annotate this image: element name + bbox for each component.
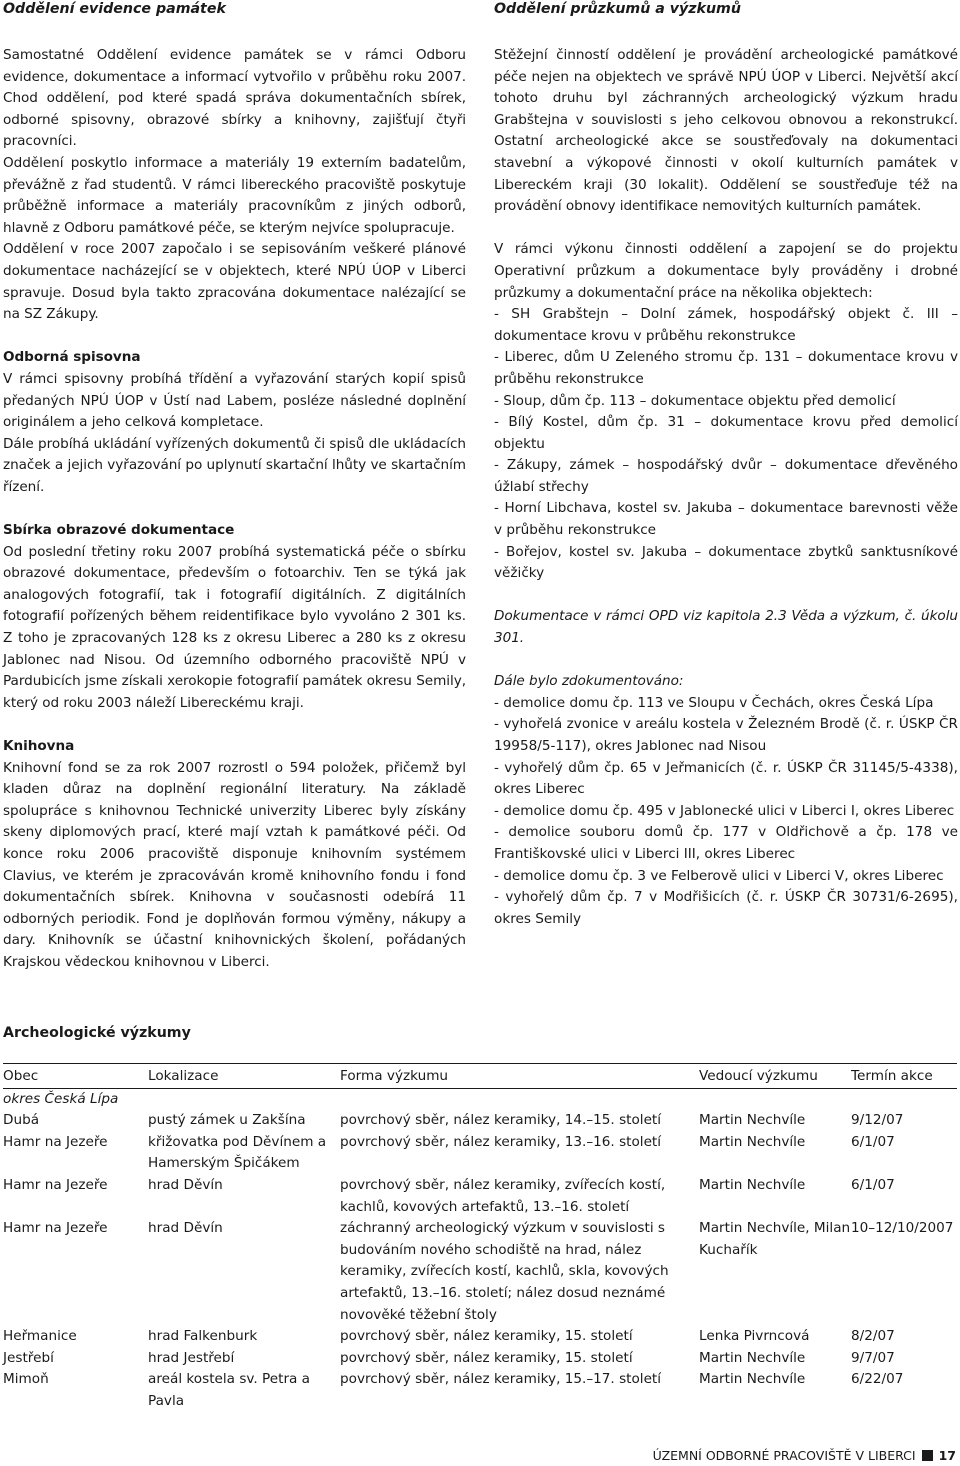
- intro-paragraph: Samostatné Oddělení evidence památek se v rámci Odboru evidence, dokumentace a informací vytvořilo v průběhu roku 2007. Chod oddělení, pod které spadá správa dokumentačních sbírek, odborné spisovny, obrazové sbírky a knihovny, zajišťují čtyři pracovníci.: [3, 47, 466, 150]
- table-row: [3, 1110, 957, 1132]
- cell-obec: Jestřebí: [3, 1349, 54, 1366]
- cell-obec: Heřmanice: [3, 1328, 77, 1345]
- documented-heading: Dále bylo zdokumentováno:: [494, 673, 684, 690]
- table-row: [3, 1326, 957, 1348]
- table-row: [3, 1218, 957, 1326]
- list-item: - Liberec, dům U Zeleného stromu čp. 131 – dokumentace krovu v průběhu rekonstrukce: [494, 349, 958, 387]
- cell-obec: Hamr na Jezeře: [3, 1133, 108, 1150]
- list-item: - SH Grabštejn – Dolní zámek, hospodářský objekt č. III – dokumentace krovu v průběhu rekonstrukce: [494, 306, 958, 344]
- section-title-pruzkumy: Oddělení průzkumů a výzkumů: [494, 1, 741, 17]
- cell-vedouci: Martin Nechvíle: [699, 1133, 806, 1150]
- table-row: [3, 1175, 957, 1218]
- cell-forma: povrchový sběr, nález keramiky, 14.–15. století: [340, 1112, 662, 1129]
- list-item: - demolice domu čp. 495 v Jablonecké ulici v Liberci I, okres Liberec: [494, 802, 955, 819]
- cell-forma: povrchový sběr, nález keramiky, 13.–16. století: [340, 1133, 662, 1150]
- heading-sbirka: Sbírka obrazové dokumentace: [3, 522, 235, 539]
- pruzkumy-paragraph: V rámci výkonu činnosti oddělení a zapojení se do projektu Operativní průzkum a dokumentace byly prováděny i drobné průzkumy a dokumentační práce na několika objektech:: [494, 241, 958, 301]
- documented-list: [494, 693, 958, 931]
- intro-paragraph: Oddělení v roce 2007 započalo i se sepisováním veškeré plánové dokumentace nacházející se v objektech, které NPÚ ÚOP v Liberci spravuje. Dosud byla takto zpracována dokumentace nalézající se na SZ Zákupy.: [3, 241, 466, 323]
- list-item: - Horní Libchava, kostel sv. Jakuba – dokumentace barevnosti věže v průběhu rekonstrukce: [494, 500, 958, 539]
- archeology-title: Archeologické výzkumy: [3, 1025, 191, 1041]
- knihovna-paragraph: Knihovní fond se za rok 2007 rozrostl o 594 položek, přičemž byl kladen důraz na doplnění regionální literatury. Na základě spolupráce s knihovnou Technické univerzity Liberec byly získány skeny diplomových prací, které mají vztah k památkové péči. Od konce roku 2006 pracoviště disponuje knihovním systémem Clavius, ve kterém je zpracováván kromě knihovního fondu i fond dokumentačních sbírek. Knihovna v současnosti odebírá 11 odborných periodik. Fond je doplňován formou výměny, nákupy a dary. Knihovník se účastní knihovnických školení, pořádaných Krajskou vědeckou knihovnou v Liberci.: [3, 759, 466, 970]
- cell-termin: 6/22/07: [851, 1371, 904, 1388]
- column-header: Obec: [3, 1066, 148, 1088]
- list-item: - Bílý Kostel, dům čp. 31 – dokumentace krovu před demolicí objektu: [494, 414, 958, 452]
- cell-obec: Hamr na Jezeře: [3, 1176, 108, 1193]
- cell-forma: záchranný archeologický výzkum v souvislosti s budováním nového schodiště na hrad, nález keramiky, zvířecích kostí, kachlů, skla, kovových artefaktů, 13.–16. století; nález dosud neznámé novověké těžební štoly: [340, 1220, 669, 1323]
- column-header: Vedoucí výzkumu: [699, 1066, 851, 1088]
- list-item: - vyhořelá zvonice v areálu kostela v Železném Brodě (č. r. ÚSKP ČR 19958/5-117), okres Jablonec nad Nisou: [494, 716, 958, 754]
- region-label: okres Česká Lípa: [3, 1090, 119, 1107]
- list-item: - demolice domu čp. 113 ve Sloupu v Čechách, okres Česká Lípa: [494, 694, 934, 711]
- region-row: [3, 1088, 957, 1110]
- cell-vedouci: Martin Nechvíle: [699, 1371, 806, 1388]
- cell-lokalizace: křižovatka pod Děvínem a Hamerským Špičákem: [148, 1133, 327, 1172]
- cell-vedouci: Martin Nechvíle: [699, 1349, 806, 1366]
- cell-termin: 9/12/07: [851, 1112, 904, 1129]
- cell-vedouci: Martin Nechvíle: [699, 1112, 806, 1129]
- cell-lokalizace: hrad Falkenburk: [148, 1328, 258, 1345]
- cell-termin: 10–12/10/2007: [851, 1220, 954, 1237]
- cell-vedouci: Martin Nechvíle: [699, 1176, 806, 1193]
- cell-lokalizace: pustý zámek u Zakšína: [148, 1112, 306, 1129]
- archeology-table: [3, 1066, 957, 1413]
- page-number: 17: [938, 1448, 956, 1463]
- table-row: [3, 1369, 957, 1412]
- right-column: [494, 0, 958, 930]
- table-row: [3, 1132, 957, 1175]
- survey-list: [494, 304, 958, 585]
- square-icon: [922, 1450, 933, 1461]
- spisovna-paragraph: V rámci spisovny probíhá třídění a vyřazování starých kopií spisů předaných NPÚ ÚOP v Ústí nad Labem, posléze následné doplnění originálem a jeho celková kompletace.: [3, 370, 466, 431]
- list-item: - Sloup, dům čp. 113 – dokumentace objektu před demolicí: [494, 392, 896, 409]
- cell-obec: Hamr na Jezeře: [3, 1220, 108, 1237]
- cell-obec: Dubá: [3, 1112, 40, 1129]
- heading-spisovna: Odborná spisovna: [3, 349, 141, 366]
- table-header-row: [3, 1066, 957, 1088]
- footer-label: ÚZEMNÍ ODBORNÉ PRACOVIŠTĚ V LIBERCI: [652, 1448, 916, 1463]
- cell-forma: povrchový sběr, nález keramiky, 15.–17. století: [340, 1371, 662, 1388]
- heading-knihovna: Knihovna: [3, 738, 75, 754]
- cell-obec: Mimoň: [3, 1371, 49, 1388]
- cell-vedouci: Lenka Pivrncová: [699, 1328, 810, 1345]
- column-header: Termín akce: [851, 1066, 957, 1088]
- pruzkumy-paragraph: Stěžejní činností oddělení je provádění archeologické památkové péče nejen na objektech ve správě NPÚ ÚOP v Liberci. Největší akcí tohoto druhu byl záchranných archeologický výzkum hradu Grabštejna v souvislosti s jeho celkovou obnovou a rekonstrukcí. Ostatní archeologické akce se soustřeďovaly na dokumentaci stavební a výkopové činnosti v okolí kulturních památek v Libereckém kraji (30 lokalit). Oddělení se soustřeďuje též na provádění obnovy identifikace nemovitých kulturních památek.: [494, 47, 958, 215]
- intro-paragraph: Oddělení poskytlo informace a materiály 19 externím badatelům, převážně z řad studentů. V rámci libereckého pracoviště poskytuje průběžně informace a materiály pracovníkům z jiných odborů, hlavně z Odboru památkové péče, se kterým nejvíce spolupracuje.: [3, 154, 466, 236]
- list-item: - demolice domu čp. 3 ve Felberově ulici v Liberci V, okres Liberec: [494, 867, 944, 884]
- cell-forma: povrchový sběr, nález keramiky, 15. století: [340, 1349, 633, 1366]
- cell-lokalizace: hrad Jestřebí: [148, 1349, 235, 1366]
- cell-forma: povrchový sběr, nález keramiky, 15. století: [340, 1328, 633, 1345]
- list-item: - Bořejov, kostel sv. Jakuba – dokumentace zbytků sanktusníkové věžičky: [494, 543, 958, 582]
- page-footer: [653, 1448, 956, 1464]
- sbirka-paragraph: Od poslední třetiny roku 2007 probíhá systematická péče o sbírku obrazové dokumentace, především o fotoarchiv. Ten se týká jak analogových fotografií, tak i fotografií digitálních. Z digitálních fotografií pořízených během reidentifikace bylo vyvoláno 2 301 ks. Z toho je zpracovaných 128 ks z okresu Liberec a 280 ks z okresu Jablonec nad Nisou. Od územního odborného pracoviště NPÚ v Pardubicích jsme získali xerokopie fotografií památek okresu Semily, který od roku 2003 náleží Libereckému kraji.: [3, 543, 466, 711]
- table-top-rule: [3, 1063, 957, 1064]
- list-item: - demolice souboru domů čp. 177 v Oldřichově a čp. 178 ve Františkovské ulici v Liberci III, okres Liberec: [494, 824, 958, 862]
- table-row: [3, 1348, 957, 1370]
- cell-termin: 6/1/07: [851, 1133, 895, 1150]
- cell-termin: 8/2/07: [851, 1328, 895, 1345]
- cell-lokalizace: hrad Děvín: [148, 1176, 223, 1193]
- spisovna-paragraph: Dále probíhá ukládání vyřízených dokumentů či spisů dle ukládacích značek a jejich vyřazování po uplynutí skartační lhůty ve skartačním řízení.: [3, 435, 466, 495]
- section-title-evidence: Oddělení evidence památek: [3, 1, 226, 17]
- cell-termin: 6/1/07: [851, 1176, 895, 1193]
- cell-vedouci: Martin Nechvíle, Milan Kuchařík: [699, 1220, 851, 1258]
- column-header: Forma výzkumu: [340, 1066, 699, 1088]
- cell-lokalizace: areál kostela sv. Petra a Pavla: [148, 1371, 311, 1409]
- left-column: [3, 0, 466, 974]
- column-header: Lokalizace: [148, 1066, 340, 1088]
- cell-forma: povrchový sběr, nález keramiky, zvířecích kostí, kachlů, kovových artefaktů, 13.–16. století: [340, 1176, 666, 1215]
- cell-lokalizace: hrad Děvín: [148, 1220, 223, 1237]
- list-item: - vyhořelý dům čp. 7 v Modřišicích (č. r. ÚSKP ČR 30731/6-2695), okres Semily: [494, 889, 958, 927]
- list-item: - vyhořelý dům čp. 65 v Jeřmanicích (č. r. ÚSKP ČR 31145/5-4338), okres Liberec: [494, 759, 958, 798]
- cell-termin: 9/7/07: [851, 1349, 895, 1366]
- list-item: - Zákupy, zámek – hospodářský dvůr – dokumentace dřevěného úžlabí střechy: [494, 457, 958, 495]
- opd-note: Dokumentace v rámci OPD viz kapitola 2.3 Věda a výzkum, č. úkolu 301.: [494, 608, 958, 647]
